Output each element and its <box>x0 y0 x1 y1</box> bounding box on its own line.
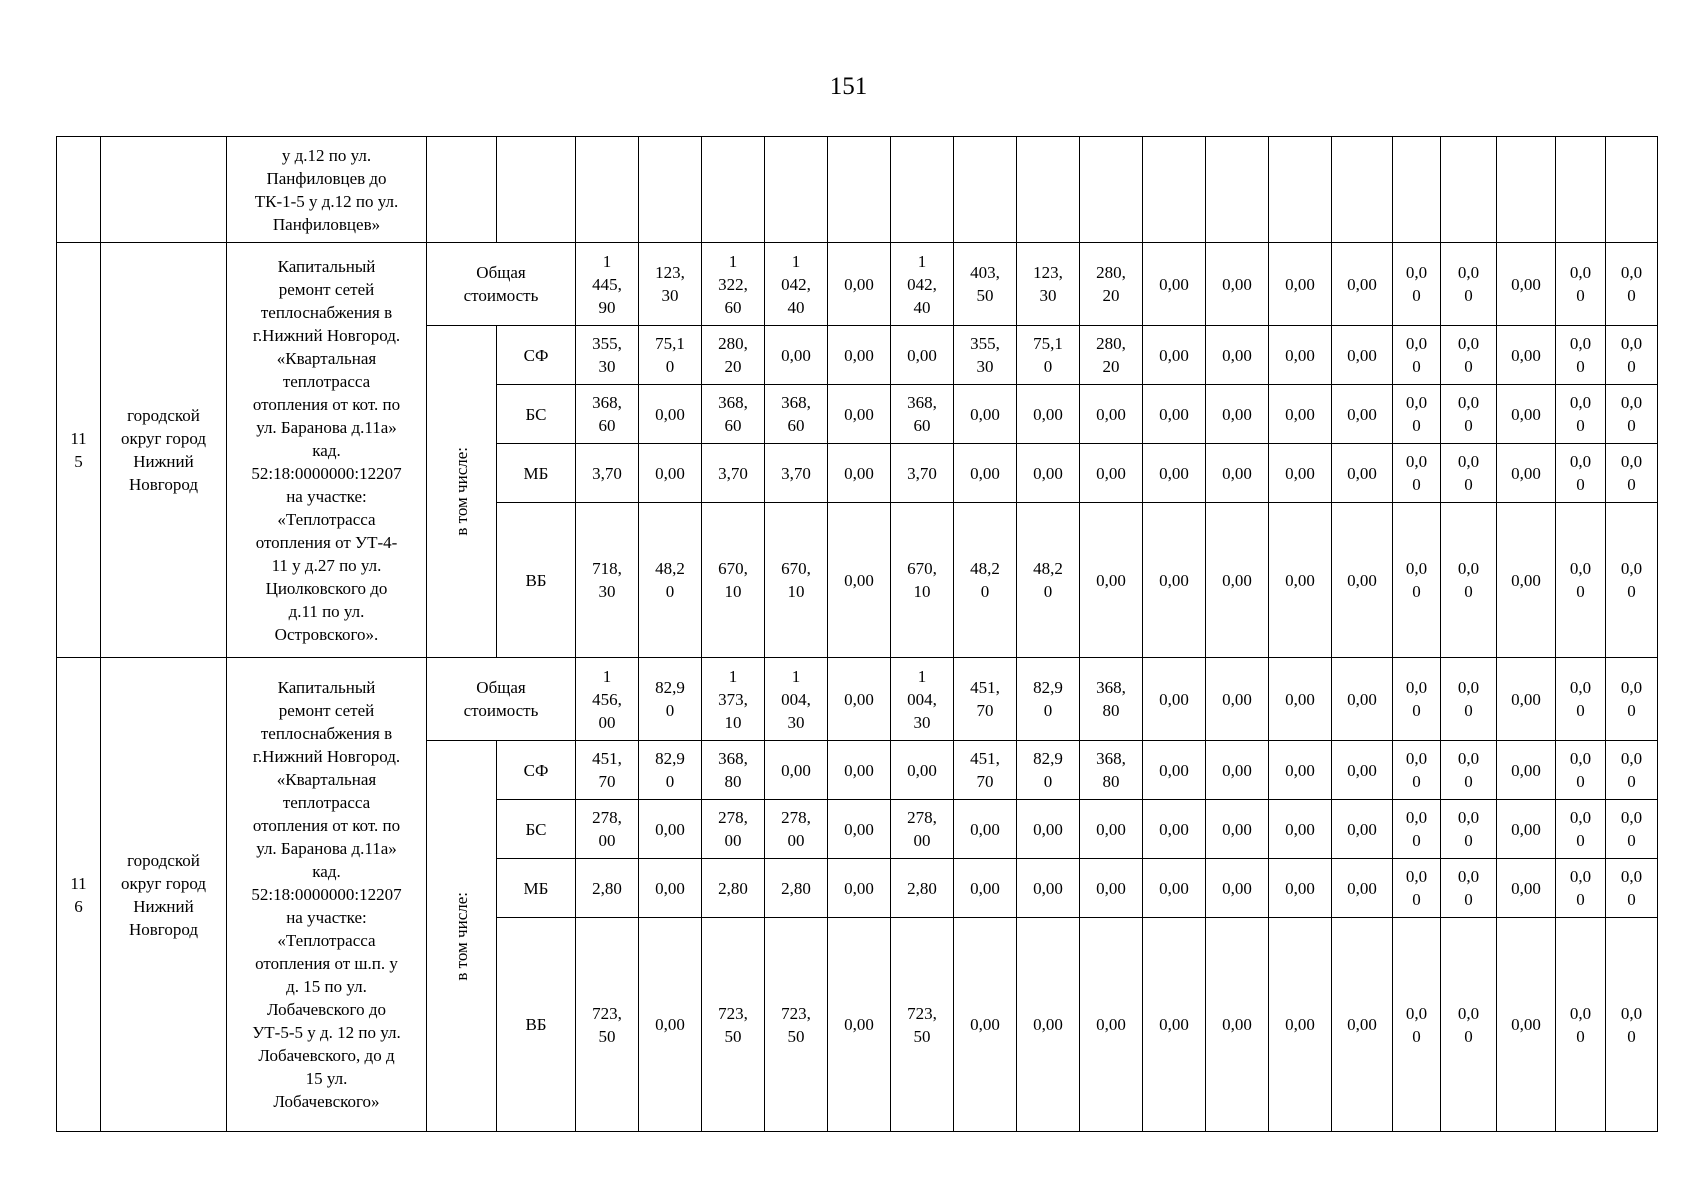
value-cell: 0,00 <box>1206 658 1269 741</box>
value-cell: 1 445, 90 <box>576 243 639 326</box>
value-cell: 0,0 0 <box>1393 859 1441 918</box>
value-cell: 2,80 <box>765 859 828 918</box>
value-cell: 368, 60 <box>576 385 639 444</box>
value-cell: 0,0 0 <box>1606 243 1658 326</box>
value-cell: 82,9 0 <box>639 658 702 741</box>
empty-cell <box>1606 137 1658 243</box>
value-cell: 1 456, 00 <box>576 658 639 741</box>
value-cell: 3,70 <box>765 444 828 503</box>
empty-cell <box>891 137 954 243</box>
value-cell: 0,00 <box>1080 918 1143 1132</box>
in-total-label: в том числе: <box>452 891 471 981</box>
value-cell: 1 004, 30 <box>891 658 954 741</box>
value-cell: 0,0 0 <box>1606 326 1658 385</box>
value-cell: 0,00 <box>1269 243 1332 326</box>
in-total-label: в том числе: <box>452 447 471 536</box>
value-cell: 0,00 <box>639 444 702 503</box>
value-cell: 0,00 <box>954 918 1017 1132</box>
value-cell: 0,00 <box>1332 243 1393 326</box>
value-cell: 1 004, 30 <box>765 658 828 741</box>
value-cell: 723, 50 <box>891 918 954 1132</box>
empty-cell <box>427 137 497 243</box>
value-cell: 0,00 <box>1332 385 1393 444</box>
value-cell: 0,00 <box>954 859 1017 918</box>
value-cell: 82,9 0 <box>1017 658 1080 741</box>
value-cell: 0,0 0 <box>1606 859 1658 918</box>
work-description: Капитальный ремонт сетей теплоснабжения в г.Нижний Новгород. «Квартальная теплотрасса отопления от кот. по ул. Баранова д.11а» кад. 52:18:0000000:12207 на участке: «Теплотрасса отопления от УТ-4- 11 у д.27 по ул. Циолковского до д.11 по ул. Островского». <box>227 243 427 658</box>
value-cell: 0,00 <box>1497 741 1556 800</box>
value-cell: 278, 00 <box>891 800 954 859</box>
value-cell: 0,00 <box>1017 385 1080 444</box>
value-cell: 0,00 <box>1143 444 1206 503</box>
value-cell: 451, 70 <box>954 658 1017 741</box>
value-cell: 0,00 <box>639 385 702 444</box>
record-row <box>57 658 1658 741</box>
value-cell: 0,00 <box>1332 918 1393 1132</box>
record-row <box>57 243 1658 326</box>
value-cell: 280, 20 <box>1080 326 1143 385</box>
value-cell: 368, 60 <box>702 385 765 444</box>
empty-cell <box>702 137 765 243</box>
source-label: ВБ <box>497 503 576 658</box>
value-cell: 723, 50 <box>576 918 639 1132</box>
value-cell: 0,0 0 <box>1556 503 1606 658</box>
value-cell: 0,00 <box>891 326 954 385</box>
value-cell: 0,00 <box>1206 326 1269 385</box>
value-cell: 0,0 0 <box>1606 918 1658 1132</box>
value-cell: 278, 00 <box>576 800 639 859</box>
value-cell: 0,00 <box>1497 243 1556 326</box>
in-total-label-cell <box>427 326 497 658</box>
empty-cell <box>1556 137 1606 243</box>
value-cell: 48,2 0 <box>639 503 702 658</box>
empty-cell <box>1497 137 1556 243</box>
value-cell: 48,2 0 <box>1017 503 1080 658</box>
value-cell: 0,00 <box>1269 385 1332 444</box>
municipality: городской округ город Нижний Новгород <box>101 658 227 1132</box>
empty-cell <box>1393 137 1441 243</box>
total-cost-label: Общая стоимость <box>427 658 576 741</box>
empty-cell <box>1441 137 1497 243</box>
value-cell: 0,00 <box>1332 503 1393 658</box>
value-cell: 0,00 <box>1497 503 1556 658</box>
value-cell: 278, 00 <box>702 800 765 859</box>
value-cell: 0,00 <box>1143 658 1206 741</box>
source-label: СФ <box>497 741 576 800</box>
value-cell: 0,00 <box>1269 503 1332 658</box>
value-cell: 0,0 0 <box>1606 385 1658 444</box>
value-cell: 0,00 <box>1332 658 1393 741</box>
value-cell: 0,00 <box>765 741 828 800</box>
value-cell: 0,00 <box>828 741 891 800</box>
value-cell: 2,80 <box>891 859 954 918</box>
value-cell: 0,00 <box>954 385 1017 444</box>
value-cell: 0,0 0 <box>1441 918 1497 1132</box>
record-number: 11 6 <box>57 658 101 1132</box>
value-cell: 0,00 <box>1332 859 1393 918</box>
value-cell: 0,0 0 <box>1441 658 1497 741</box>
source-label: СФ <box>497 326 576 385</box>
value-cell: 0,00 <box>828 658 891 741</box>
value-cell: 280, 20 <box>1080 243 1143 326</box>
value-cell: 0,00 <box>1497 385 1556 444</box>
empty-cell <box>828 137 891 243</box>
value-cell: 0,0 0 <box>1556 658 1606 741</box>
value-cell: 0,0 0 <box>1393 800 1441 859</box>
empty-cell <box>497 137 576 243</box>
empty-cell <box>1080 137 1143 243</box>
value-cell: 0,0 0 <box>1393 243 1441 326</box>
value-cell: 0,00 <box>1206 741 1269 800</box>
value-cell: 0,00 <box>1143 741 1206 800</box>
value-cell: 0,00 <box>1206 918 1269 1132</box>
value-cell: 0,00 <box>1017 800 1080 859</box>
value-cell: 0,00 <box>1143 503 1206 658</box>
value-cell: 82,9 0 <box>1017 741 1080 800</box>
value-cell: 0,0 0 <box>1441 243 1497 326</box>
value-cell: 278, 00 <box>765 800 828 859</box>
value-cell: 0,00 <box>954 444 1017 503</box>
value-cell: 0,00 <box>1143 800 1206 859</box>
value-cell: 0,0 0 <box>1393 503 1441 658</box>
value-cell: 0,0 0 <box>1441 503 1497 658</box>
value-cell: 1 373, 10 <box>702 658 765 741</box>
value-cell: 0,00 <box>1143 859 1206 918</box>
value-cell: 0,0 0 <box>1556 859 1606 918</box>
value-cell: 0,00 <box>828 859 891 918</box>
value-cell: 2,80 <box>576 859 639 918</box>
value-cell: 670, 10 <box>702 503 765 658</box>
work-description: Капитальный ремонт сетей теплоснабжения в г.Нижний Новгород. «Квартальная теплотрасса отопления от кот. по ул. Баранова д.11а» кад. 52:18:0000000:12207 на участке: «Теплотрасса отопления от ш.п. у д. 15 по ул. Лобачевского до УТ-5-5 у д. 12 по ул. Лобачевского, до д 15 ул. Лобачевского» <box>227 658 427 1132</box>
value-cell: 0,0 0 <box>1393 741 1441 800</box>
value-cell: 0,00 <box>828 243 891 326</box>
value-cell: 75,1 0 <box>1017 326 1080 385</box>
record-number: 11 5 <box>57 243 101 658</box>
value-cell: 0,0 0 <box>1556 326 1606 385</box>
value-cell: 0,00 <box>1269 859 1332 918</box>
value-cell: 368, 60 <box>765 385 828 444</box>
value-cell: 3,70 <box>576 444 639 503</box>
value-cell: 718, 30 <box>576 503 639 658</box>
page-number: 151 <box>829 73 868 100</box>
value-cell: 3,70 <box>702 444 765 503</box>
value-cell: 1 322, 60 <box>702 243 765 326</box>
value-cell: 0,00 <box>954 800 1017 859</box>
source-label: БС <box>497 385 576 444</box>
value-cell: 280, 20 <box>702 326 765 385</box>
value-cell: 0,0 0 <box>1441 444 1497 503</box>
value-cell: 0,0 0 <box>1556 243 1606 326</box>
value-cell: 0,00 <box>1332 800 1393 859</box>
description-cell: у д.12 по ул. Панфиловцев до ТК-1-5 у д.12 по ул. Панфиловцев» <box>227 137 427 243</box>
value-cell: 82,9 0 <box>639 741 702 800</box>
empty-cell <box>639 137 702 243</box>
value-cell: 0,00 <box>1143 918 1206 1132</box>
value-cell: 0,0 0 <box>1441 859 1497 918</box>
value-cell: 0,00 <box>1269 800 1332 859</box>
value-cell: 0,00 <box>1269 741 1332 800</box>
value-cell: 0,00 <box>1269 326 1332 385</box>
value-cell: 0,0 0 <box>1393 918 1441 1132</box>
funding-table <box>56 136 1658 1132</box>
municipality-cell <box>101 137 227 243</box>
value-cell: 368, 80 <box>1080 741 1143 800</box>
value-cell: 0,00 <box>828 503 891 658</box>
value-cell: 0,00 <box>1269 918 1332 1132</box>
value-cell: 0,00 <box>639 800 702 859</box>
empty-cell <box>1143 137 1206 243</box>
value-cell: 0,00 <box>1497 326 1556 385</box>
value-cell: 723, 50 <box>765 918 828 1132</box>
source-label: БС <box>497 800 576 859</box>
value-cell: 123, 30 <box>1017 243 1080 326</box>
value-cell: 0,0 0 <box>1441 385 1497 444</box>
value-cell: 123, 30 <box>639 243 702 326</box>
value-cell: 48,2 0 <box>954 503 1017 658</box>
value-cell: 0,0 0 <box>1606 800 1658 859</box>
empty-cell <box>765 137 828 243</box>
value-cell: 0,00 <box>1497 444 1556 503</box>
value-cell: 0,00 <box>1206 243 1269 326</box>
value-cell: 0,00 <box>1017 918 1080 1132</box>
value-cell: 0,00 <box>1206 859 1269 918</box>
value-cell: 0,00 <box>1143 326 1206 385</box>
empty-cell <box>1206 137 1269 243</box>
continuation-row <box>57 137 1658 243</box>
value-cell: 0,0 0 <box>1393 444 1441 503</box>
value-cell: 0,0 0 <box>1556 800 1606 859</box>
value-cell: 0,00 <box>828 800 891 859</box>
value-cell: 0,00 <box>639 859 702 918</box>
value-cell: 0,00 <box>828 385 891 444</box>
value-cell: 0,0 0 <box>1606 741 1658 800</box>
empty-cell <box>1332 137 1393 243</box>
municipality: городской округ город Нижний Новгород <box>101 243 227 658</box>
value-cell: 0,00 <box>828 326 891 385</box>
value-cell: 0,00 <box>1143 243 1206 326</box>
value-cell: 0,00 <box>1206 800 1269 859</box>
value-cell: 0,00 <box>1080 800 1143 859</box>
value-cell: 0,0 0 <box>1393 326 1441 385</box>
value-cell: 0,0 0 <box>1556 444 1606 503</box>
value-cell: 0,00 <box>1080 444 1143 503</box>
value-cell: 1 042, 40 <box>765 243 828 326</box>
value-cell: 0,00 <box>828 918 891 1132</box>
value-cell: 0,00 <box>1332 326 1393 385</box>
value-cell: 0,00 <box>1497 800 1556 859</box>
value-cell: 0,00 <box>1269 658 1332 741</box>
value-cell: 0,0 0 <box>1393 385 1441 444</box>
empty-cell <box>576 137 639 243</box>
value-cell: 0,0 0 <box>1606 658 1658 741</box>
value-cell: 0,0 0 <box>1556 385 1606 444</box>
source-label: МБ <box>497 444 576 503</box>
value-cell: 355, 30 <box>576 326 639 385</box>
value-cell: 75,1 0 <box>639 326 702 385</box>
value-cell: 0,00 <box>1497 918 1556 1132</box>
value-cell: 403, 50 <box>954 243 1017 326</box>
value-cell: 0,00 <box>1332 444 1393 503</box>
value-cell: 670, 10 <box>765 503 828 658</box>
value-cell: 0,00 <box>1206 503 1269 658</box>
value-cell: 0,00 <box>1143 385 1206 444</box>
value-cell: 0,00 <box>1206 444 1269 503</box>
value-cell: 1 042, 40 <box>891 243 954 326</box>
value-cell: 0,00 <box>1332 741 1393 800</box>
value-cell: 0,00 <box>1497 859 1556 918</box>
value-cell: 0,00 <box>828 444 891 503</box>
value-cell: 368, 60 <box>891 385 954 444</box>
value-cell: 0,00 <box>765 326 828 385</box>
value-cell: 0,0 0 <box>1441 326 1497 385</box>
source-label: МБ <box>497 859 576 918</box>
value-cell: 0,00 <box>1080 859 1143 918</box>
value-cell: 2,80 <box>702 859 765 918</box>
empty-cell <box>954 137 1017 243</box>
value-cell: 0,0 0 <box>1556 918 1606 1132</box>
value-cell: 0,00 <box>1080 503 1143 658</box>
value-cell: 368, 80 <box>1080 658 1143 741</box>
value-cell: 0,0 0 <box>1556 741 1606 800</box>
value-cell: 0,0 0 <box>1606 444 1658 503</box>
value-cell: 0,00 <box>639 918 702 1132</box>
empty-cell <box>1017 137 1080 243</box>
value-cell: 0,00 <box>1497 658 1556 741</box>
value-cell: 0,00 <box>1017 859 1080 918</box>
empty-cell <box>1269 137 1332 243</box>
value-cell: 0,00 <box>1269 444 1332 503</box>
value-cell: 0,0 0 <box>1441 741 1497 800</box>
value-cell: 0,00 <box>1017 444 1080 503</box>
value-cell: 0,0 0 <box>1441 800 1497 859</box>
value-cell: 451, 70 <box>576 741 639 800</box>
in-total-label-cell <box>427 741 497 1132</box>
value-cell: 670, 10 <box>891 503 954 658</box>
value-cell: 0,00 <box>1206 385 1269 444</box>
num-cell <box>57 137 101 243</box>
value-cell: 0,0 0 <box>1393 658 1441 741</box>
total-cost-label: Общая стоимость <box>427 243 576 326</box>
value-cell: 3,70 <box>891 444 954 503</box>
value-cell: 451, 70 <box>954 741 1017 800</box>
value-cell: 368, 80 <box>702 741 765 800</box>
value-cell: 0,00 <box>1080 385 1143 444</box>
value-cell: 0,00 <box>891 741 954 800</box>
source-label: ВБ <box>497 918 576 1132</box>
value-cell: 355, 30 <box>954 326 1017 385</box>
value-cell: 0,0 0 <box>1606 503 1658 658</box>
value-cell: 723, 50 <box>702 918 765 1132</box>
